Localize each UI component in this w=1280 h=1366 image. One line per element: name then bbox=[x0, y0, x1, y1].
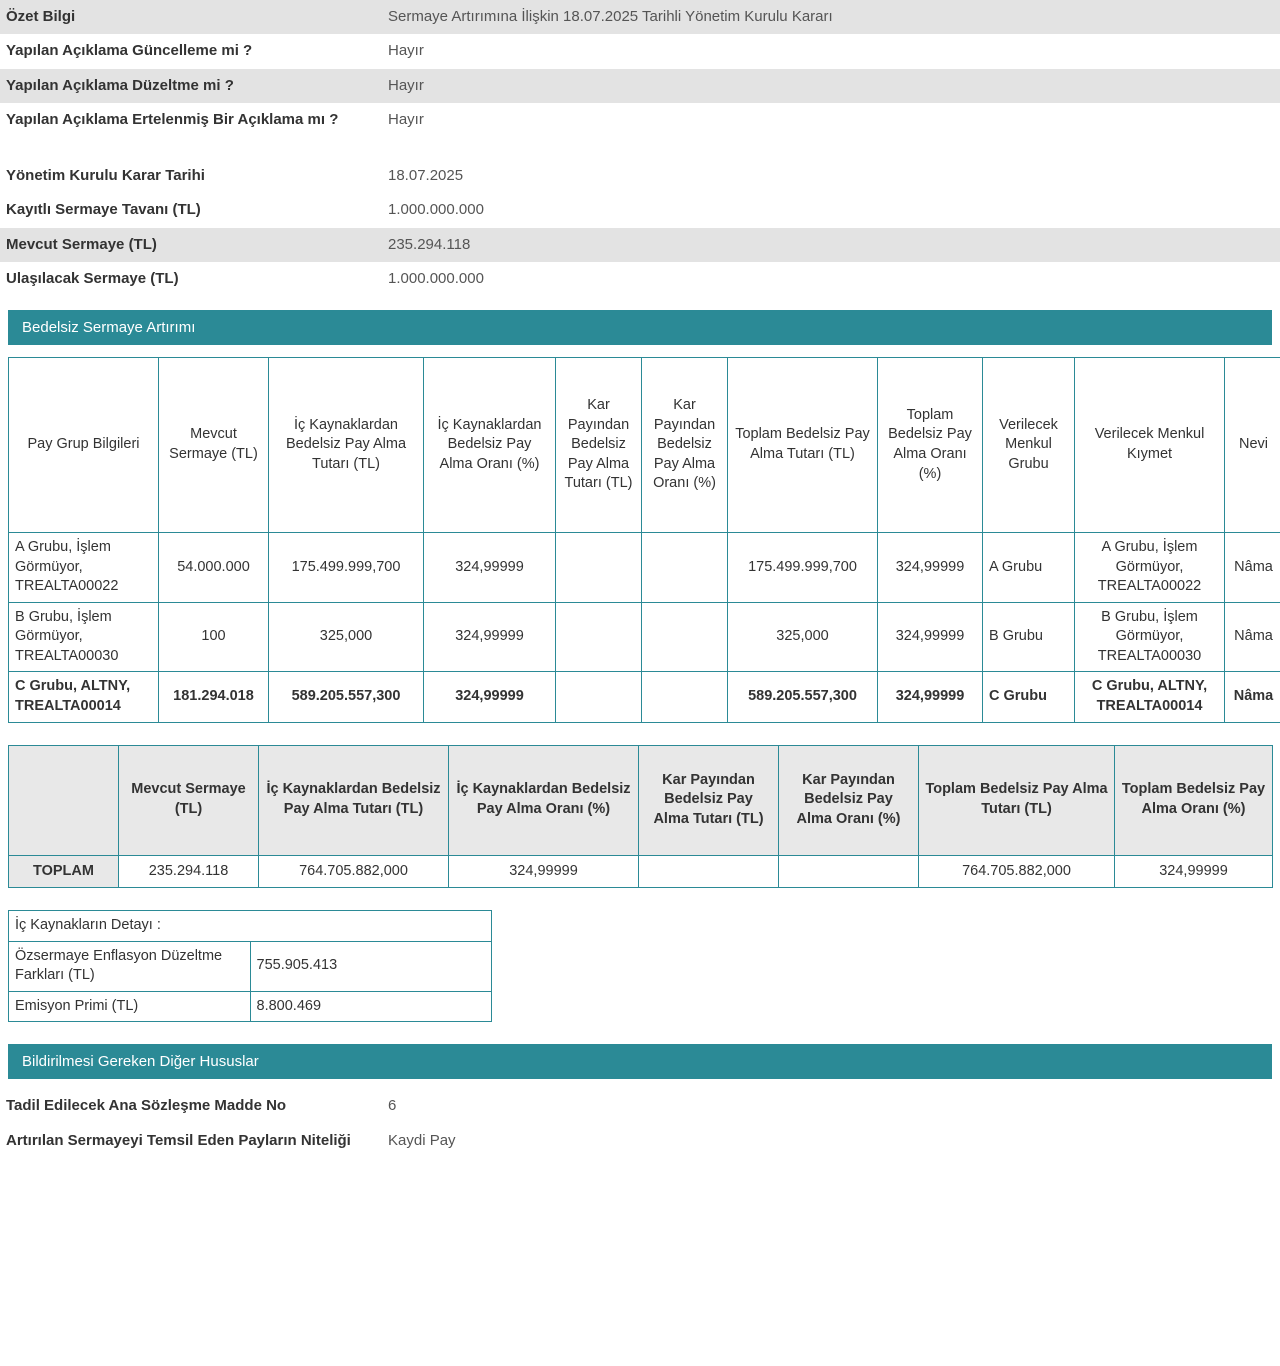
cell-total-rate: 324,99999 bbox=[878, 602, 983, 672]
totals-cell-internal-rate: 324,99999 bbox=[449, 855, 639, 888]
cell-total-rate: 324,99999 bbox=[878, 672, 983, 722]
totals-cell-total-rate: 324,99999 bbox=[1115, 855, 1273, 888]
share-group-table bbox=[8, 357, 1280, 723]
cell-current-capital: 181.294.018 bbox=[159, 672, 269, 722]
cell-share-group: C Grubu, ALTNY, TREALTA00014 bbox=[9, 672, 159, 722]
cell-total-amount: 325,000 bbox=[728, 602, 878, 672]
table-row bbox=[0, 193, 1280, 227]
summary-label: Yapılan Açıklama Güncelleme mi ? bbox=[0, 34, 380, 68]
totals-row-label: TOPLAM bbox=[9, 855, 119, 888]
table-row bbox=[0, 1089, 1280, 1123]
summary-value: Hayır bbox=[380, 103, 1280, 137]
col-header-security-group: Verilecek Menkul Grubu bbox=[983, 358, 1075, 533]
table-header-row bbox=[9, 745, 1273, 855]
section-header-bonus-capital-increase: Bedelsiz Sermaye Artırımı bbox=[8, 310, 1272, 345]
summary-label: Yapılan Açıklama Düzeltme mi ? bbox=[0, 69, 380, 103]
table-row bbox=[0, 0, 1280, 34]
table-row bbox=[9, 533, 1280, 603]
other-matters-table bbox=[0, 1089, 1280, 1158]
totals-col-header-total-amount: Toplam Bedelsiz Pay Alma Tutarı (TL) bbox=[919, 745, 1115, 855]
totals-col-header-current-capital: Mevcut Sermaye (TL) bbox=[119, 745, 259, 855]
totals-cell-total-amount: 764.705.882,000 bbox=[919, 855, 1115, 888]
capital-value: 235.294.118 bbox=[380, 228, 1280, 262]
totals-col-header-dividend-rate: Kar Payından Bedelsiz Pay Alma Oranı (%) bbox=[779, 745, 919, 855]
cell-security: A Grubu, İşlem Görmüyor, TREALTA00022 bbox=[1075, 533, 1225, 603]
other-value: 6 bbox=[380, 1089, 1280, 1123]
cell-type: Nâma bbox=[1225, 672, 1280, 722]
col-header-total-rate: Toplam Bedelsiz Pay Alma Oranı (%) bbox=[878, 358, 983, 533]
table-row bbox=[0, 159, 1280, 193]
capital-label: Mevcut Sermaye (TL) bbox=[0, 228, 380, 262]
capital-info-table bbox=[0, 159, 1280, 296]
table-row bbox=[0, 228, 1280, 262]
detail-value: 755.905.413 bbox=[250, 941, 492, 991]
cell-security: C Grubu, ALTNY, TREALTA00014 bbox=[1075, 672, 1225, 722]
cell-current-capital: 100 bbox=[159, 602, 269, 672]
cell-type: Nâma bbox=[1225, 602, 1280, 672]
spacer bbox=[0, 1022, 1280, 1044]
table-row bbox=[9, 941, 492, 991]
cell-internal-amount: 175.499.999,700 bbox=[269, 533, 424, 603]
totals-col-header-internal-rate: İç Kaynaklardan Bedelsiz Pay Alma Oranı (%) bbox=[449, 745, 639, 855]
summary-value: Hayır bbox=[380, 69, 1280, 103]
totals-cell-internal-amount: 764.705.882,000 bbox=[259, 855, 449, 888]
cell-dividend-amount bbox=[556, 672, 642, 722]
cell-security: B Grubu, İşlem Görmüyor, TREALTA00030 bbox=[1075, 602, 1225, 672]
cell-security-group: B Grubu bbox=[983, 602, 1075, 672]
totals-cell-dividend-amount bbox=[639, 855, 779, 888]
cell-internal-rate: 324,99999 bbox=[424, 672, 556, 722]
col-header-security: Verilecek Menkul Kıymet bbox=[1075, 358, 1225, 533]
totals-col-header-total-rate: Toplam Bedelsiz Pay Alma Oranı (%) bbox=[1115, 745, 1273, 855]
spacer bbox=[0, 296, 1280, 310]
summary-value: Sermaye Artırımına İlişkin 18.07.2025 Tarihli Yönetim Kurulu Kararı bbox=[380, 0, 1280, 34]
capital-value: 18.07.2025 bbox=[380, 159, 1280, 193]
col-header-dividend-rate: Kar Payından Bedelsiz Pay Alma Oranı (%) bbox=[642, 358, 728, 533]
section-header-other-matters: Bildirilmesi Gereken Diğer Hususlar bbox=[8, 1044, 1272, 1079]
cell-dividend-rate bbox=[642, 672, 728, 722]
cell-total-amount: 175.499.999,700 bbox=[728, 533, 878, 603]
totals-col-header-dividend-amount: Kar Payından Bedelsiz Pay Alma Tutarı (TL) bbox=[639, 745, 779, 855]
table-row bbox=[9, 672, 1280, 722]
capital-label: Ulaşılacak Sermaye (TL) bbox=[0, 262, 380, 296]
cell-security-group: C Grubu bbox=[983, 672, 1075, 722]
detail-title: İç Kaynakların Detayı : bbox=[9, 911, 492, 942]
cell-internal-amount: 325,000 bbox=[269, 602, 424, 672]
summary-label: Yapılan Açıklama Ertelenmiş Bir Açıklama mı ? bbox=[0, 103, 380, 137]
col-header-current-capital: Mevcut Sermaye (TL) bbox=[159, 358, 269, 533]
cell-dividend-amount bbox=[556, 533, 642, 603]
cell-internal-rate: 324,99999 bbox=[424, 533, 556, 603]
summary-info-table bbox=[0, 0, 1280, 137]
totals-table bbox=[8, 745, 1273, 889]
cell-internal-rate: 324,99999 bbox=[424, 602, 556, 672]
detail-label: Özsermaye Enflasyon Düzeltme Farkları (TL) bbox=[9, 941, 251, 991]
summary-value: Hayır bbox=[380, 34, 1280, 68]
other-label: Tadil Edilecek Ana Sözleşme Madde No bbox=[0, 1089, 380, 1123]
cell-total-amount: 589.205.557,300 bbox=[728, 672, 878, 722]
table-row bbox=[9, 855, 1273, 888]
cell-dividend-rate bbox=[642, 602, 728, 672]
table-row bbox=[9, 991, 492, 1022]
table-row bbox=[9, 911, 492, 942]
internal-resources-detail-table bbox=[8, 910, 492, 1022]
table-row bbox=[0, 34, 1280, 68]
table-row bbox=[0, 103, 1280, 137]
other-label: Artırılan Sermayeyi Temsil Eden Payların Niteliği bbox=[0, 1124, 380, 1158]
capital-label: Yönetim Kurulu Karar Tarihi bbox=[0, 159, 380, 193]
cell-dividend-rate bbox=[642, 533, 728, 603]
totals-cell-current-capital: 235.294.118 bbox=[119, 855, 259, 888]
table-row bbox=[9, 602, 1280, 672]
other-value: Kaydi Pay bbox=[380, 1124, 1280, 1158]
col-header-internal-amount: İç Kaynaklardan Bedelsiz Pay Alma Tutarı (TL) bbox=[269, 358, 424, 533]
detail-value: 8.800.469 bbox=[250, 991, 492, 1022]
totals-cell-dividend-rate bbox=[779, 855, 919, 888]
table-row bbox=[0, 1124, 1280, 1158]
cell-type: Nâma bbox=[1225, 533, 1280, 603]
col-header-total-amount: Toplam Bedelsiz Pay Alma Tutarı (TL) bbox=[728, 358, 878, 533]
col-header-share-group: Pay Grup Bilgileri bbox=[9, 358, 159, 533]
capital-label: Kayıtlı Sermaye Tavanı (TL) bbox=[0, 193, 380, 227]
totals-col-header-internal-amount: İç Kaynaklardan Bedelsiz Pay Alma Tutarı (TL) bbox=[259, 745, 449, 855]
col-header-dividend-amount: Kar Payından Bedelsiz Pay Alma Tutarı (TL) bbox=[556, 358, 642, 533]
capital-value: 1.000.000.000 bbox=[380, 262, 1280, 296]
cell-internal-amount: 589.205.557,300 bbox=[269, 672, 424, 722]
cell-security-group: A Grubu bbox=[983, 533, 1075, 603]
spacer bbox=[0, 1079, 1280, 1089]
cell-dividend-amount bbox=[556, 602, 642, 672]
totals-col-header-blank bbox=[9, 745, 119, 855]
table-row bbox=[0, 262, 1280, 296]
cell-total-rate: 324,99999 bbox=[878, 533, 983, 603]
capital-value: 1.000.000.000 bbox=[380, 193, 1280, 227]
col-header-internal-rate: İç Kaynaklardan Bedelsiz Pay Alma Oranı (%) bbox=[424, 358, 556, 533]
cell-current-capital: 54.000.000 bbox=[159, 533, 269, 603]
col-header-type: Nevi bbox=[1225, 358, 1280, 533]
table-row bbox=[0, 69, 1280, 103]
table-header-row bbox=[9, 358, 1280, 533]
summary-label: Özet Bilgi bbox=[0, 0, 380, 34]
cell-share-group: B Grubu, İşlem Görmüyor, TREALTA00030 bbox=[9, 602, 159, 672]
detail-label: Emisyon Primi (TL) bbox=[9, 991, 251, 1022]
spacer bbox=[0, 137, 1280, 159]
cell-share-group: A Grubu, İşlem Görmüyor, TREALTA00022 bbox=[9, 533, 159, 603]
